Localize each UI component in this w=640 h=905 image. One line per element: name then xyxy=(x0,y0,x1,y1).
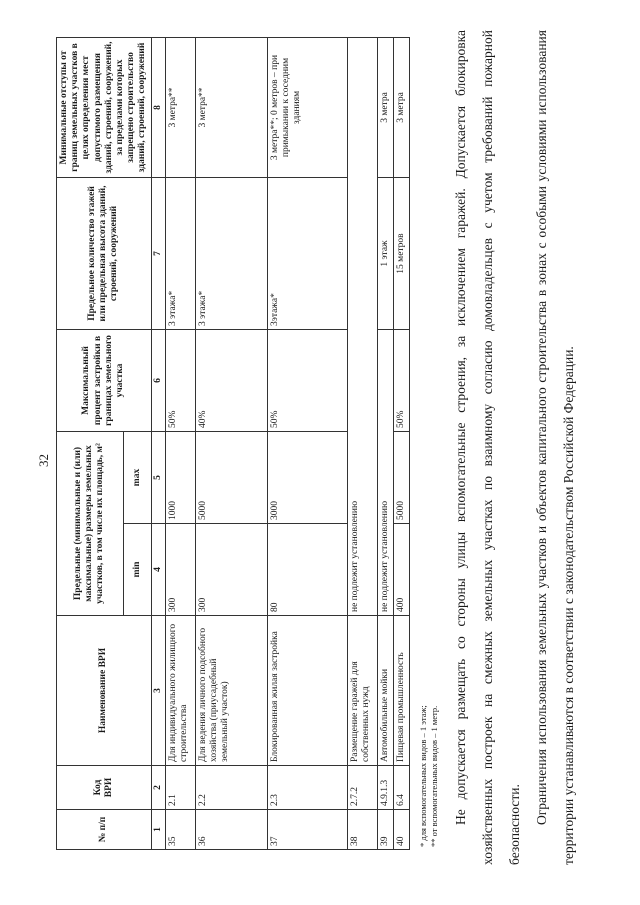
row-num: 39 xyxy=(377,810,393,850)
row-code: 2.3 xyxy=(267,766,347,810)
row-setback: 3 метра xyxy=(377,38,393,178)
header-setback: Минимальные отступы от границ земельных участков в целях определения мест допустимого размещения зданий, строений, сооружений, за пределами которых запрещено строительство зданий, строений, сооружений xyxy=(57,38,152,178)
row-min: 400 xyxy=(394,524,410,616)
row-name: Пищевая промышленность xyxy=(394,616,410,766)
row-code: 2.2 xyxy=(195,766,267,810)
row-name: Размещение гаражей для собственных нужд xyxy=(347,616,377,766)
row-floors: 15 метров xyxy=(394,178,410,330)
row-merged: не подлежит установлению xyxy=(377,330,393,616)
header-percent: Максимальный процент застройки в границах земельного участка xyxy=(57,330,152,432)
index-cell: 8 xyxy=(151,38,165,178)
header-name: Наименование ВРИ xyxy=(57,616,152,766)
row-name: Для индивидуального жилищного строительства xyxy=(165,616,195,766)
index-cell: 2 xyxy=(151,766,165,810)
header-num: № п/п xyxy=(57,810,152,850)
table-row xyxy=(377,38,393,850)
index-cell: 3 xyxy=(151,616,165,766)
header-min: min xyxy=(123,524,151,616)
index-cell: 5 xyxy=(151,432,165,524)
index-cell: 1 xyxy=(151,810,165,850)
footnotes xyxy=(418,705,440,847)
row-max: 3000 xyxy=(267,432,347,524)
row-setback: 3 метра** xyxy=(195,38,267,178)
footnote: ** от вспомогательных видов – 1 метр. xyxy=(429,705,440,847)
row-floors: 3 этажа* xyxy=(195,178,267,330)
body-text xyxy=(447,30,582,865)
row-percent: 50% xyxy=(267,330,347,432)
table-row xyxy=(195,38,267,850)
table-header-row xyxy=(57,38,124,850)
index-cell: 4 xyxy=(151,524,165,616)
row-min: 80 xyxy=(267,524,347,616)
row-floors: 3этажа* xyxy=(267,178,347,330)
row-num: 38 xyxy=(347,810,377,850)
page-number: 32 xyxy=(36,454,51,467)
table-row xyxy=(347,38,377,850)
table-row xyxy=(394,38,410,850)
row-min: 300 xyxy=(195,524,267,616)
row-merged: не подлежит установлению xyxy=(347,38,377,616)
row-floors: 3 этажа* xyxy=(165,178,195,330)
row-num: 35 xyxy=(165,810,195,850)
row-name: Блокированная жилая застройка xyxy=(267,616,347,766)
index-cell: 6 xyxy=(151,330,165,432)
row-code: 4.9.1.3 xyxy=(377,766,393,810)
row-setback: 3 метра**; 0 метров – при примыкании к соседним зданиям xyxy=(267,38,347,178)
row-max: 5000 xyxy=(394,432,410,524)
footnote: * для вспомогательных видов – 1 этаж; xyxy=(418,705,428,847)
header-floors: Предельное количество этажей или предельная высота зданий, строений, сооружений xyxy=(57,178,152,330)
row-setback: 3 метра** xyxy=(165,38,195,178)
row-num: 37 xyxy=(267,810,347,850)
header-code: Код ВРИ xyxy=(57,766,152,810)
row-code: 2.1 xyxy=(165,766,195,810)
row-percent: 50% xyxy=(165,330,195,432)
table-row xyxy=(267,38,347,850)
row-name: Автомобильные мойки xyxy=(377,616,393,766)
row-setback: 3 метра xyxy=(394,38,410,178)
row-max: 5000 xyxy=(195,432,267,524)
header-max: max xyxy=(123,432,151,524)
table-index-row xyxy=(151,38,165,850)
row-percent: 40% xyxy=(195,330,267,432)
row-max: 1000 xyxy=(165,432,195,524)
row-num: 36 xyxy=(195,810,267,850)
row-name: Для ведения личного подсобного хозяйства (приусадебный земельный участок) xyxy=(195,616,267,766)
table-row xyxy=(165,38,195,850)
row-code: 2.7.2 xyxy=(347,766,377,810)
paragraph: Не допускается размещать со стороны улицы вспомогательные строения, за исключением гаражей. Допускается блокировка хозяйственных построек на смежных земельных участках по взаимному согласию домовладельцев с учетом требований пожарной безопасности. xyxy=(453,30,522,865)
paragraph: Ограничения использования земельных участков и объектов капитального строительства в зонах с особыми условиями использования территории устанавливаются в соответствии с законодательством Российской Федерации. xyxy=(534,30,576,865)
row-code: 6.4 xyxy=(394,766,410,810)
header-area: Предельные (минимальные и (или) максимальные) размеры земельных участков, в том числе их площадь, м² xyxy=(57,432,124,616)
index-cell: 7 xyxy=(151,178,165,330)
row-percent: 50% xyxy=(394,330,410,432)
row-min: 300 xyxy=(165,524,195,616)
regulations-table xyxy=(56,37,410,850)
row-num: 40 xyxy=(394,810,410,850)
row-floors: 1 этаж xyxy=(377,178,393,330)
